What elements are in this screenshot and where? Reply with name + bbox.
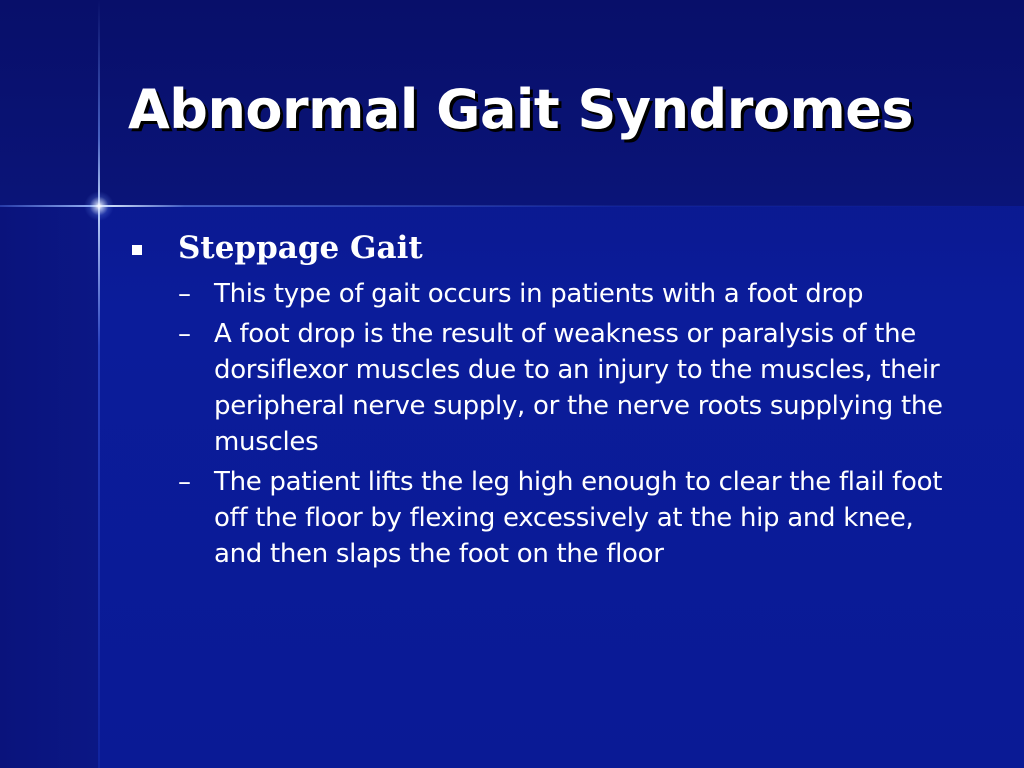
horizontal-accent-line: [0, 205, 1024, 207]
sub-bullet-item: [178, 316, 968, 460]
dash-marker: –: [178, 279, 191, 309]
dash-marker: –: [178, 319, 191, 349]
slide-title: Abnormal Gait Syndromes: [128, 78, 913, 141]
vertical-accent-line: [98, 0, 100, 768]
slide-content: [128, 226, 968, 576]
sub-bullet-list: [178, 276, 968, 572]
bullet-item: [128, 226, 968, 270]
bullet-heading: Steppage Gait: [178, 230, 423, 266]
square-bullet-icon: [132, 245, 142, 255]
sub-bullet-item: [178, 276, 968, 312]
sub-bullet-text: A foot drop is the result of weakness or paralysis of the dorsiflexor muscles due to an injury to the muscles, their peripheral nerve supply, or the nerve roots supplying the muscles: [214, 319, 943, 457]
left-band: [0, 206, 98, 768]
sub-bullet-text: This type of gait occurs in patients with a foot drop: [214, 279, 864, 309]
sub-bullet-text: The patient lifts the leg high enough to clear the flail foot off the floor by flexing excessively at the hip and knee, and then slaps the foot on the floor: [214, 467, 943, 569]
sub-bullet-item: [178, 464, 968, 572]
sparkle-icon: [84, 191, 114, 221]
dash-marker: –: [178, 467, 191, 497]
